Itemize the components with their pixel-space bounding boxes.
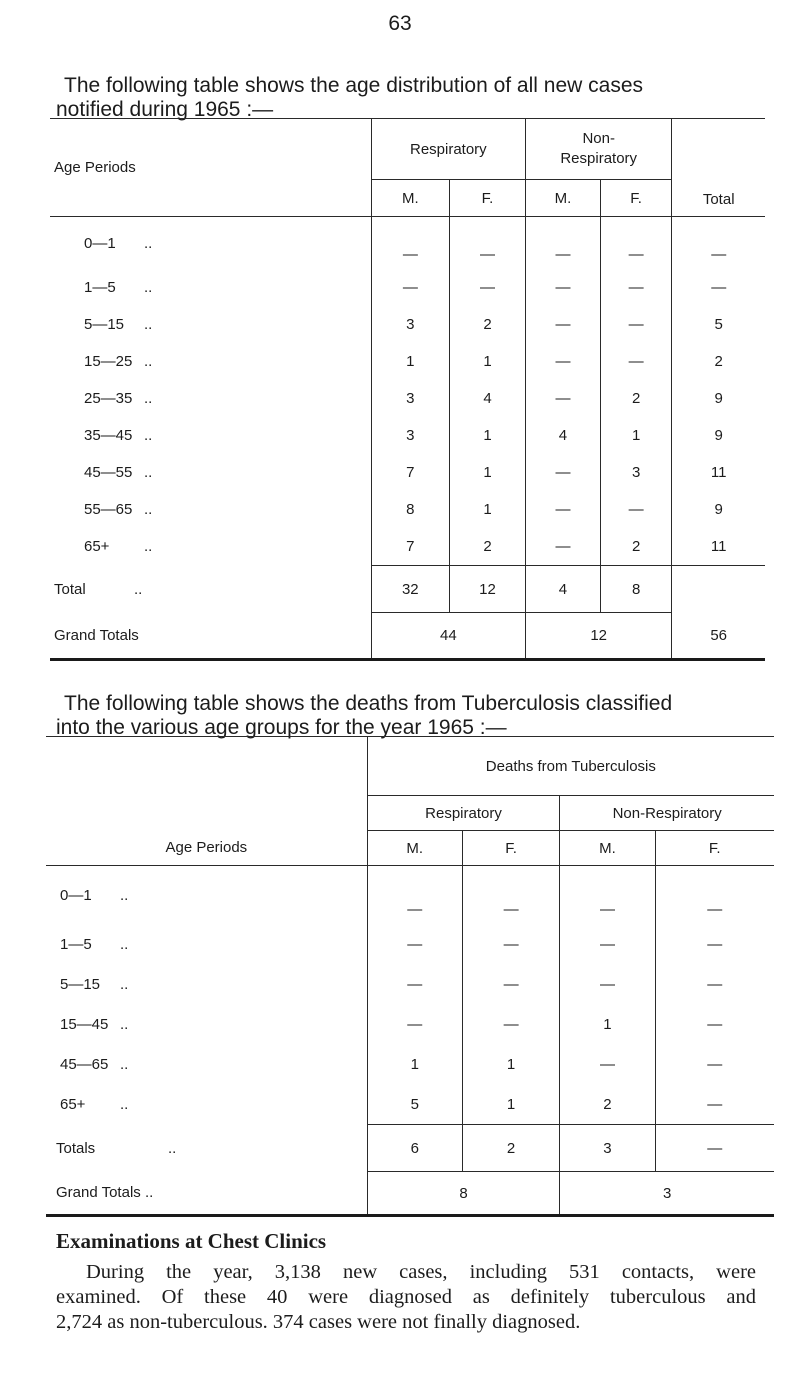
table-row [46,1044,774,1084]
grand-total-resp: 44 [371,613,525,660]
total-cell: 2 [672,343,765,380]
nonresp-m-cell: — [526,454,601,491]
resp-m-cell: 3 [371,306,449,343]
dots: .. [144,234,153,252]
nonresp-f-cell: — [600,217,672,270]
age-label: 5—15 [60,975,101,993]
paragraph-line: examined. Of these 40 were diagnosed as definitely tuberculous and [56,1286,756,1308]
age-period-cell [50,269,371,306]
intro-paragraph-deaths [56,692,756,740]
resp-f-cell: — [462,964,560,1004]
t2-total-resp-f: 2 [462,1125,560,1172]
dots: .. [144,279,153,296]
grand-total-all: 56 [672,613,765,660]
table2-corner [46,737,367,796]
t2-grand-total-resp: 8 [367,1172,560,1216]
nonresp-f-cell: 2 [600,528,672,566]
resp-f-cell: 4 [449,380,525,417]
resp-f-cell: — [462,924,560,964]
total-cell: 9 [672,491,765,528]
age-label: 0—1 [60,886,92,904]
dots: .. [144,427,153,444]
intro-line: into the various age groups for the year 1965 :— [56,716,507,739]
resp-f-cell: — [462,866,560,925]
total-cell: 11 [672,528,765,566]
resp-f-cell: 1 [449,417,525,454]
nonresp-m-cell: — [526,217,601,270]
non-respiratory-header [526,119,672,180]
totals-label: Total [54,580,86,598]
table-row [46,866,774,925]
age-label: 15—45 [60,1015,109,1033]
nonresp-f-cell: 2 [600,380,672,417]
nonresp-f-cell: — [600,491,672,528]
age-period-cell [50,380,371,417]
paragraph-line: 2,724 as non-tuberculous. 374 cases were not finally diagnosed. [56,1311,581,1333]
nonresp-f-cell: — [655,866,774,925]
t2-grand-total-nonresp: 3 [560,1172,774,1216]
resp-f-cell: 2 [449,306,525,343]
dots: .. [120,975,129,993]
age-period-cell [50,454,371,491]
nonresp-f-cell: 3 [600,454,672,491]
resp-m-cell: 3 [371,417,449,454]
resp-f-cell: — [449,269,525,306]
tb-deaths-age-table [46,736,774,1217]
age-period-cell [50,306,371,343]
nonresp-m-cell: — [526,380,601,417]
table-row [50,269,765,306]
resp-m-cell: 7 [371,454,449,491]
t2-resp-f-header: F. [462,831,560,866]
table-row [46,1084,774,1125]
nonresp-m-cell: — [526,343,601,380]
age-label: 65+ [84,538,110,556]
resp-m-cell: 1 [367,1044,462,1084]
total-cell: 9 [672,380,765,417]
nonresp-f-cell: 1 [600,417,672,454]
total-header-text: Total [702,191,735,208]
respiratory-header: Respiratory [371,119,525,180]
dots: .. [120,886,129,904]
resp-m-cell: 8 [371,491,449,528]
total-nonresp-f: 8 [600,566,672,613]
page-number: 63 [388,12,412,35]
t2-resp-m-header: M. [367,831,462,866]
dots: .. [144,538,153,556]
resp-m-cell: — [371,217,449,270]
nonresp-m-cell: — [560,924,655,964]
age-label: 5—15 [84,316,125,333]
intro-line: notified during 1965 :— [56,98,274,121]
total-cell: 9 [672,417,765,454]
nonresp-m-cell: — [560,964,655,1004]
total-total-empty [672,566,765,613]
age-label: 35—45 [84,427,133,444]
nonresp-m-cell: — [526,491,601,528]
age-label: 0—1 [84,234,116,252]
t2-non-respiratory-header: Non-Respiratory [560,796,774,831]
dots: .. [120,1095,129,1113]
nonresp-f-cell: — [655,1004,774,1044]
table-row [50,306,765,343]
nonresp-m-cell: — [526,269,601,306]
dots: .. [120,1055,129,1073]
nonresp-f-cell: — [655,924,774,964]
dots: .. [120,935,129,953]
grand-total-nonresp: 12 [526,613,672,660]
age-period-cell [50,528,371,566]
dots: .. [120,1015,129,1033]
total-cell: 5 [672,306,765,343]
table2-corner-2 [46,796,367,831]
total-resp-m: 32 [371,566,449,613]
nonresp-m-cell: — [560,1044,655,1084]
age-periods-header-text: Age Periods [54,159,136,176]
new-cases-age-table [50,118,765,661]
t2-age-periods-header: Age Periods [46,831,367,866]
age-label: 65+ [60,1095,86,1113]
chest-clinics-paragraph [56,1260,756,1335]
total-resp-f: 12 [449,566,525,613]
total-nonresp-m: 4 [526,566,601,613]
table-row [46,924,774,964]
resp-m-cell: 5 [367,1084,462,1125]
table-row [50,491,765,528]
age-label: 1—5 [84,279,116,296]
age-period-cell [46,1004,367,1044]
t2-grand-totals-label: Grand Totals .. [46,1172,367,1216]
dots: .. [144,316,153,333]
age-period-cell [46,964,367,1004]
dots: .. [144,501,153,518]
resp-f-cell: 1 [462,1084,560,1125]
age-period-cell [50,491,371,528]
nonresp-f-cell: — [655,1044,774,1084]
nonresp-m-cell: — [560,866,655,925]
nonresp-m-cell: 2 [560,1084,655,1125]
t2-nonresp-f-header: F. [655,831,774,866]
resp-m-cell: — [367,924,462,964]
age-label: 45—65 [60,1055,109,1073]
total-cell: — [672,269,765,306]
age-period-cell [46,924,367,964]
nonresp-m-header: M. [526,180,601,217]
total-cell: — [672,217,765,270]
t2-total-resp-m: 6 [367,1125,462,1172]
dots: .. [134,580,143,598]
table-row [46,964,774,1004]
resp-f-cell: — [449,217,525,270]
resp-f-cell: 1 [449,491,525,528]
table-row [50,343,765,380]
nonresp-m-cell: — [526,528,601,566]
dots: .. [144,353,153,370]
grand-totals-label: Grand Totals [50,613,371,660]
t2-totals-label: Totals [56,1139,96,1157]
intro-line: The following table shows the age distribution of all new cases [64,74,643,97]
resp-f-cell: 1 [449,343,525,380]
nonresp-f-header: F. [600,180,672,217]
dots: .. [144,464,153,481]
age-period-cell [50,417,371,454]
resp-m-cell: — [367,866,462,925]
deaths-from-tb-header: Deaths from Tuberculosis [367,737,774,796]
table-row [46,1004,774,1044]
nonresp-f-cell: — [600,343,672,380]
intro-line: The following table shows the deaths from Tuberculosis classified [64,692,673,715]
resp-f-cell: 2 [449,528,525,566]
resp-f-cell: 1 [449,454,525,491]
resp-m-header: M. [371,180,449,217]
t2-nonresp-m-header: M. [560,831,655,866]
t2-totals-label-cell [46,1125,367,1172]
age-period-cell [50,343,371,380]
table-row [50,217,765,270]
total-cell: 11 [672,454,765,491]
t2-total-nonresp-m: 3 [560,1125,655,1172]
resp-f-header: F. [449,180,525,217]
resp-f-cell: — [462,1004,560,1044]
resp-f-cell: 1 [462,1044,560,1084]
age-label: 45—55 [84,464,133,481]
dots: .. [168,1139,177,1157]
resp-m-cell: 7 [371,528,449,566]
age-period-cell [50,217,371,270]
resp-m-cell: — [367,1004,462,1044]
t2-total-nonresp-f: — [655,1125,774,1172]
nonresp-f-cell: — [600,306,672,343]
table-row [50,454,765,491]
intro-paragraph-new-cases [56,74,756,122]
table-row [50,380,765,417]
nonresp-m-cell: — [526,306,601,343]
dots: .. [144,390,153,407]
section-heading: Examinations at Chest Clinics [56,1229,327,1253]
age-label: 1—5 [60,935,92,953]
nonresp-f-cell: — [600,269,672,306]
nonresp-m-cell: 4 [526,417,601,454]
age-label: 15—25 [84,353,133,370]
non-respiratory-header-line2: Respiratory [560,150,638,167]
age-period-cell [46,1044,367,1084]
table-row [50,528,765,566]
age-label: 55—65 [84,501,133,518]
age-periods-header [50,119,371,217]
resp-m-cell: — [367,964,462,1004]
age-label: 25—35 [84,390,133,407]
totals-label-cell [50,566,371,613]
nonresp-f-cell: — [655,1084,774,1125]
table-row [50,417,765,454]
resp-m-cell: 1 [371,343,449,380]
age-period-cell [46,1084,367,1125]
nonresp-f-cell: — [655,964,774,1004]
age-period-cell [46,866,367,925]
non-respiratory-header-line1: Non- [582,130,615,147]
paragraph-line: During the year, 3,138 new cases, including 531 contacts, were [86,1261,756,1283]
nonresp-m-cell: 1 [560,1004,655,1044]
resp-m-cell: 3 [371,380,449,417]
total-header [672,119,765,217]
t2-respiratory-header: Respiratory [367,796,560,831]
resp-m-cell: — [371,269,449,306]
